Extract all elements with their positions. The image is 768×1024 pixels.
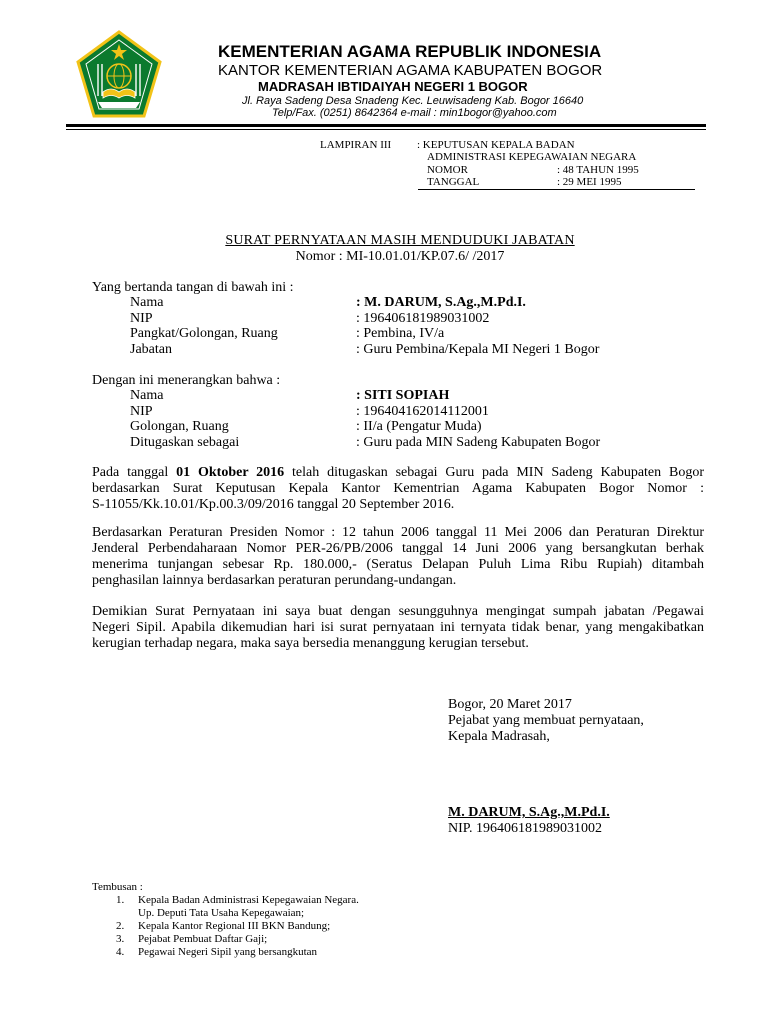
signer-nip-label: NIP xyxy=(130,311,153,326)
signature-role2: Kepala Madrasah, xyxy=(448,729,550,744)
paragraph1-date: 01 Oktober 2016 xyxy=(176,465,285,480)
paragraph2-line2: Jenderal Perbendaharaan Nomor PER-26/PB/2006 tanggal 14 Juni 2006 yang bersangkutan berhak xyxy=(92,541,704,556)
signer-nip-value: : 196406181989031002 xyxy=(356,311,490,326)
signer-position-label: Jabatan xyxy=(130,342,172,357)
paragraph2-line1: Berdasarkan Peraturan Presiden Nomor : 12 tahun 2006 tanggal 11 Mei 2006 dan Peraturan Direktur xyxy=(92,525,704,540)
letter-number: Nomor : MI-10.01.01/KP.07.6/ /2017 xyxy=(295,249,505,264)
subject-grade-label: Golongan, Ruang xyxy=(130,419,229,434)
attachment-line2: ADMINISTRASI KEPEGAWAIAN NEGARA xyxy=(427,151,637,163)
cc-item-4-text: Pegawai Negeri Sipil yang bersangkutan xyxy=(138,946,318,958)
signer-name-label: Nama xyxy=(130,295,164,310)
signature-name: M. DARUM, S.Ag.,M.Pd.I. xyxy=(448,805,610,820)
signer-intro: Yang bertanda tangan di bawah ini : xyxy=(92,280,294,295)
attachment-tanggal-value: : 29 MEI 1995 xyxy=(557,176,622,188)
signer-name-value: : M. DARUM, S.Ag.,M.Pd.I. xyxy=(356,295,526,310)
subject-assignment-label: Ditugaskan sebagai xyxy=(130,435,240,450)
paragraph2-line3: menerima tunjangan sebesar Rp. 180.000,- (Seratus Delapan Puluh Lima Ribu Rupiah) ditambah xyxy=(92,557,704,572)
paragraph-declaration xyxy=(92,604,704,652)
signature-role1: Pejabat yang membuat pernyataan, xyxy=(448,713,644,728)
office-name: KANTOR KEMENTERIAN AGAMA KABUPATEN BOGOR xyxy=(218,62,603,79)
letter-title: SURAT PERNYATAAN MASIH MENDUDUKI JABATAN xyxy=(225,233,575,248)
subject-intro: Dengan ini menerangkan bahwa : xyxy=(92,373,281,388)
paragraph3-line1: Demikian Surat Pernyataan ini saya buat dengan sesungguhnya mengingat sumpah jabatan /Pegawai xyxy=(92,604,704,619)
subject-name-value: : SITI SOPIAH xyxy=(356,388,450,403)
cc-label: Tembusan : xyxy=(92,881,143,893)
letterhead-divider-thick xyxy=(66,124,706,127)
paragraph1-pre: Pada tanggal xyxy=(92,465,177,480)
paragraph3-line2: Negeri Sipil. Apabila dikemudian hari isi surat pernyataan ini ternyata tidak benar, yang mengakibatkan xyxy=(92,620,704,635)
attachment-nomor-value: : 48 TAHUN 1995 xyxy=(557,164,639,176)
attachment-tanggal-label: TANGGAL xyxy=(427,176,480,188)
subject-assignment-value: : Guru pada MIN Sadeng Kabupaten Bogor xyxy=(356,435,601,450)
cc-item-3-num: 3. xyxy=(116,933,125,945)
subject-name-label: Nama xyxy=(130,388,164,403)
school-address: Jl. Raya Sadeng Desa Snadeng Kec. Leuwisadeng Kab. Bogor 16640 xyxy=(242,95,584,107)
ministry-logo xyxy=(72,30,166,124)
signature-place-date: Bogor, 20 Maret 2017 xyxy=(448,697,572,712)
paragraph1-line3: S-11055/Kk.10.01/Kp.00.3/09/2016 tanggal 20 September 2016. xyxy=(92,497,455,512)
subject-grade-value: : II/a (Pengatur Muda) xyxy=(356,419,482,434)
attachment-underline xyxy=(418,189,695,190)
signer-position-value: : Guru Pembina/Kepala MI Negeri 1 Bogor xyxy=(356,342,600,357)
cc-item-2-text: Kepala Kantor Regional III BKN Bandung; xyxy=(138,920,331,932)
cc-item-1-num: 1. xyxy=(116,894,125,906)
signer-rank-label: Pangkat/Golongan, Ruang xyxy=(130,326,278,341)
subject-nip-value: : 196404162014112001 xyxy=(356,404,489,419)
paragraph1-post: telah ditugaskan sebagai Guru pada MIN Sadeng Kabupaten Bogor xyxy=(284,465,704,480)
school-contact: Telp/Fax. (0251) 8642364 e-mail : min1bogor@yahoo.com xyxy=(272,107,557,119)
paragraph3-line3: kerugian terhadap negara, maka saya bersedia menanggung kerugian tersebut. xyxy=(92,636,529,651)
logo-motto: IKHLAS BERAMAL xyxy=(103,99,135,103)
subject-nip-label: NIP xyxy=(130,404,153,419)
cc-item-1b-text: Up. Deputi Tata Usaha Kepegawaian; xyxy=(138,907,305,919)
paragraph-regulation xyxy=(92,525,704,589)
cc-item-2-num: 2. xyxy=(116,920,125,932)
signer-rank-value: : Pembina, IV/a xyxy=(356,326,445,341)
cc-item-3-text: Pejabat Pembuat Daftar Gaji; xyxy=(138,933,268,945)
attachment-line1: : KEPUTUSAN KEPALA BADAN xyxy=(417,139,575,151)
paragraph-assignment xyxy=(92,465,704,513)
cc-item-4-num: 4. xyxy=(116,946,125,958)
signature-nip: NIP. 196406181989031002 xyxy=(448,821,603,836)
paragraph2-line4: penghasilan lainnya berdasarkan peraturan perundang-undangan. xyxy=(92,573,457,588)
letterhead-divider-thin xyxy=(66,129,706,130)
cc-item-1-text: Kepala Badan Administrasi Kepegawaian Negara. xyxy=(138,894,359,906)
paragraph1-line2: berdasarkan Surat Keputusan Kepala Kantor Kementrian Agama Kabupaten Bogor Nomor : xyxy=(92,481,704,496)
attachment-nomor-label: NOMOR xyxy=(427,164,468,176)
attachment-label: LAMPIRAN III xyxy=(320,139,392,151)
ministry-name: KEMENTERIAN AGAMA REPUBLIK INDONESIA xyxy=(218,42,602,61)
school-name: MADRASAH IBTIDAIYAH NEGERI 1 BOGOR xyxy=(258,79,528,94)
